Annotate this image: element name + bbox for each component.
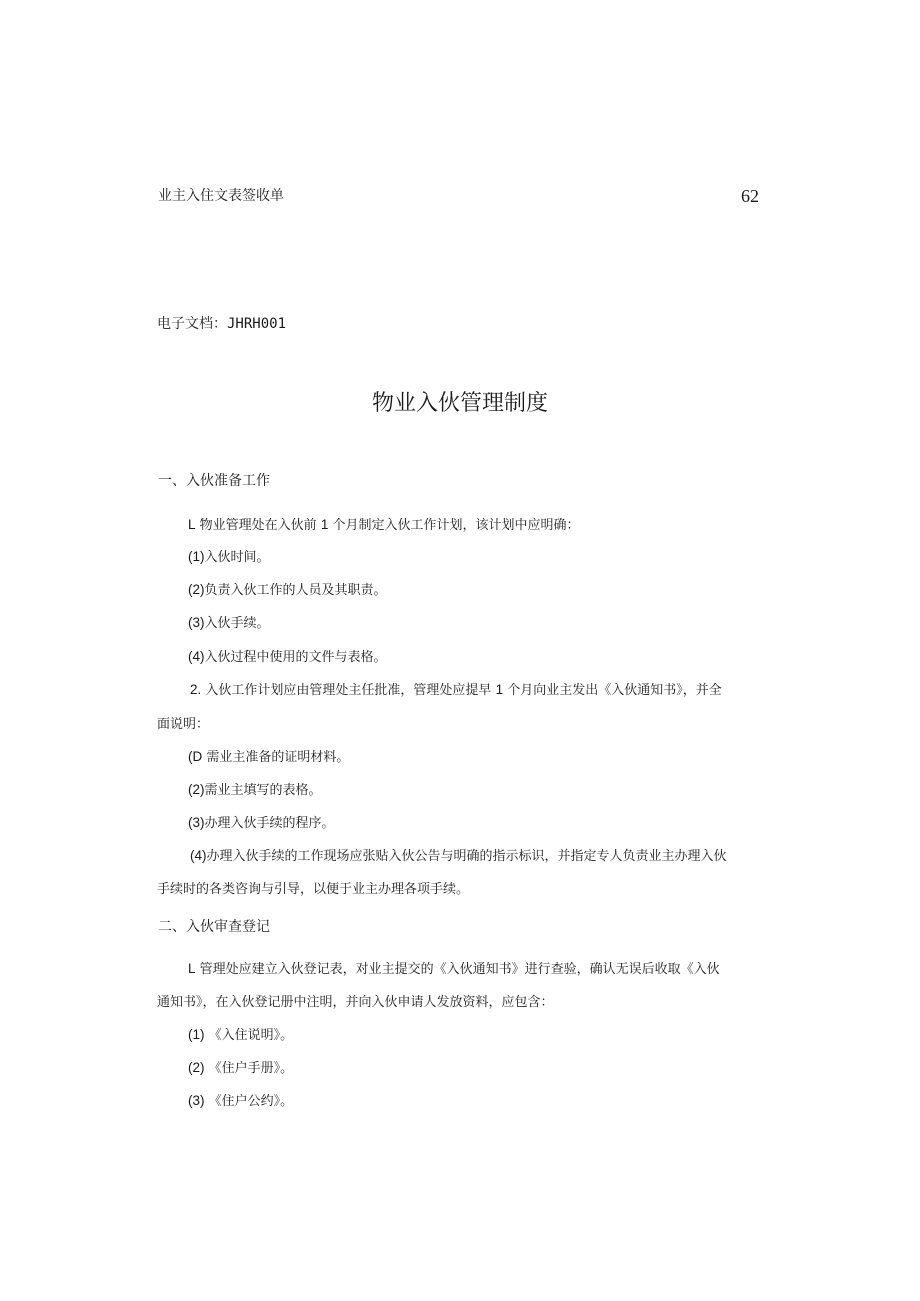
paragraph-prefix: L	[188, 961, 196, 976]
list-item	[188, 546, 270, 565]
list-item-number: (1)	[188, 549, 205, 564]
list-item-text: 办理入伙手续的工作现场应张贴入伙公告与明确的指示标识，并指定专人负责业主办理入伙	[206, 849, 727, 864]
section-1-paragraph-2-continued: 面说明：	[157, 717, 210, 732]
list-item-text: 入伙时间。	[204, 550, 270, 565]
page-number: 62	[741, 186, 759, 206]
list-item-text: 需业主填写的表格。	[204, 783, 322, 798]
page-header-title: 业主入住文表签收单	[158, 188, 284, 204]
list-item-text: 《住户公约》。	[208, 1094, 294, 1109]
list-item	[188, 579, 387, 598]
section-2-heading: 二、入伙审查登记	[158, 919, 270, 935]
paragraph-prefix: L	[188, 517, 196, 532]
list-item-number: (2)	[188, 782, 205, 797]
list-item-number: (3)	[188, 615, 205, 630]
list-item-number: (3)	[188, 815, 205, 830]
list-item	[188, 1024, 293, 1043]
list-item-continued: 手续时的各类咨询与引导，以便于业主办理各项手续。	[157, 882, 470, 897]
document-code-value: JHRH001	[227, 316, 287, 332]
list-item	[188, 1090, 293, 1109]
list-item-text: 负责入伙工作的人员及其职责。	[204, 583, 387, 598]
list-item-number: (D	[188, 749, 203, 764]
section-1-heading: 一、入伙准备工作	[158, 473, 270, 489]
list-item	[188, 612, 270, 631]
list-item-text: 需业主准备的证明材料。	[206, 750, 350, 765]
list-item	[188, 746, 349, 765]
section-1-paragraph-1	[188, 514, 579, 533]
list-item-text: 办理入伙手续的程序。	[204, 816, 335, 831]
paragraph-number: 1	[320, 517, 329, 532]
list-item-number: (2)	[188, 582, 205, 597]
list-item-number: (2)	[188, 1060, 205, 1075]
list-item	[188, 1057, 293, 1076]
list-item	[188, 812, 335, 831]
paragraph-text: 物业管理处在入伙前	[199, 518, 317, 533]
paragraph-number: 1	[495, 682, 504, 697]
paragraph-text: 个月向业主发出《入伙通知书》，并全	[507, 683, 722, 698]
list-item-text: 入伙过程中使用的文件与表格。	[204, 650, 387, 665]
list-item-number: (3)	[188, 1093, 205, 1108]
document-code	[157, 313, 286, 333]
list-item-number: (1)	[188, 1027, 205, 1042]
list-item	[188, 779, 322, 798]
paragraph-text: 管理处应建立入伙登记表，对业主提交的《入伙通知书》进行查验，确认无误后收取《入伙	[199, 962, 720, 977]
section-2-paragraph-1-continued: 通知书》，在入伙登记册中注明，并向入伙申请人发放资料，应包含：	[157, 995, 554, 1010]
list-item	[190, 845, 727, 864]
section-1-paragraph-2	[190, 679, 722, 698]
main-title: 物业入伙管理制度	[371, 391, 548, 416]
list-item-number: (4)	[190, 848, 207, 863]
document-code-label: 电子文档：	[157, 316, 227, 332]
list-item-number: (4)	[188, 649, 205, 664]
list-item-text: 入伙手续。	[204, 616, 270, 631]
list-item-text: 《住户手册》。	[208, 1061, 294, 1076]
paragraph-text: 个月制定入伙工作计划，该计划中应明确：	[332, 518, 580, 533]
list-item-text: 《入住说明》。	[208, 1028, 294, 1043]
section-2-paragraph-1	[188, 958, 720, 977]
list-item	[188, 646, 387, 665]
paragraph-number: 2.	[190, 682, 202, 697]
paragraph-text: 入伙工作计划应由管理处主任批准，管理处应提早	[205, 683, 492, 698]
